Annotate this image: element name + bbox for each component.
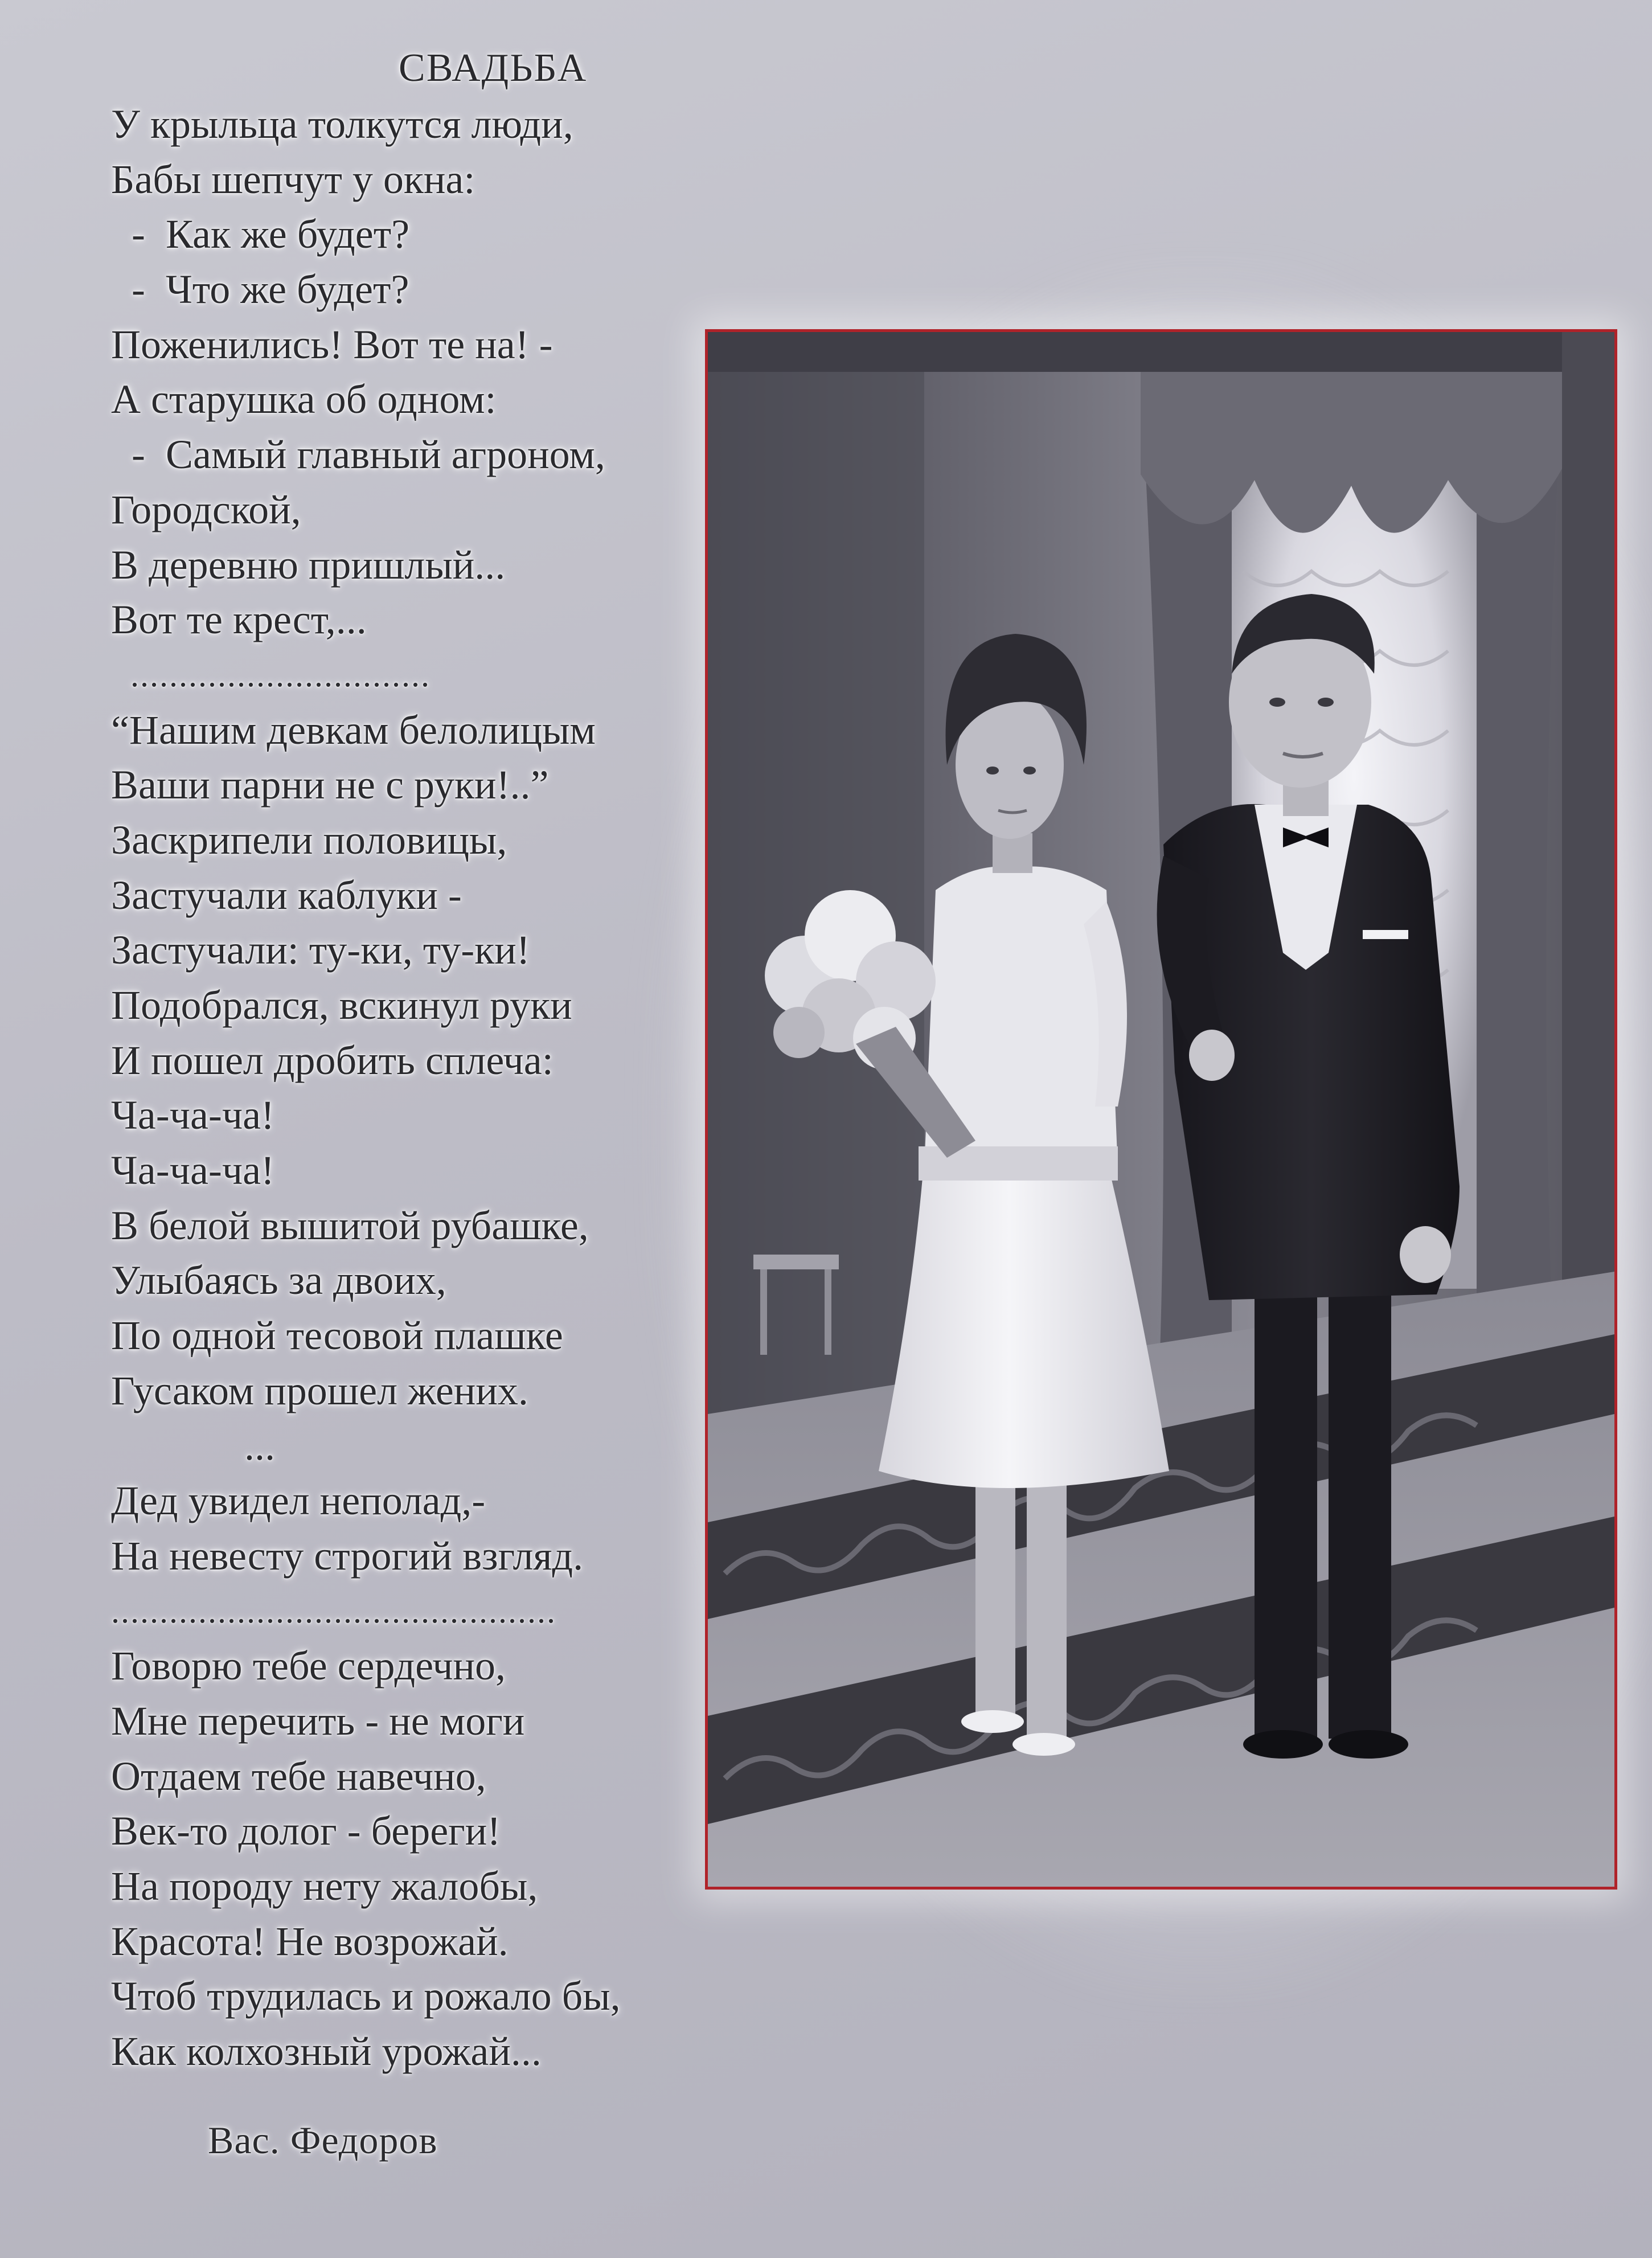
- poem-line: Застучали каблуки -: [111, 872, 462, 918]
- poem-line: Век-то долог - береги!: [111, 1808, 501, 1854]
- poem-line: “Нашим девкам белолицым: [111, 707, 596, 753]
- poem-line: Поженились! Вот те на! -: [111, 321, 553, 367]
- poem-line: На невесту строгий взгляд.: [111, 1532, 584, 1579]
- poem-author: Вас. Федоров: [208, 2118, 438, 2162]
- poem-line: Городской,: [111, 486, 301, 532]
- poem-line: Вот те крест,...: [111, 597, 367, 643]
- poem-line: - Что же будет?: [111, 267, 409, 313]
- poem-lines: [111, 97, 715, 2079]
- poem-line: И пошел дробить сплеча:: [111, 1037, 554, 1083]
- poem-title: СВАДЬБА: [399, 46, 588, 90]
- poem-line: Улыбаясь за двоих,: [111, 1257, 446, 1304]
- poem-line: Подобрался, вскинул руки: [111, 982, 572, 1028]
- poem-line: Заскрипели половицы,: [111, 817, 507, 863]
- poem-line: Отдаем тебе навечно,: [111, 1753, 486, 1799]
- poem-line: Ча-ча-ча!: [111, 1092, 275, 1138]
- poem-line: Ча-ча-ча!: [111, 1148, 275, 1194]
- poem-line: ...: [111, 1423, 275, 1469]
- wedding-photo-image: [708, 332, 1614, 1887]
- wedding-photo: [705, 329, 1617, 1890]
- poem-line: Гусаком прошел жених.: [111, 1367, 528, 1413]
- poem-line: ..............................................: [111, 1592, 556, 1630]
- poem-line: - Как же будет?: [111, 211, 410, 257]
- poem-line: Чтоб трудилась и рожало бы,: [111, 1973, 621, 2019]
- poem-line: А старушка об одном:: [111, 376, 497, 423]
- poem-line: - Самый главный агроном,: [111, 432, 605, 478]
- poem-line: На породу нету жалобы,: [111, 1863, 538, 1909]
- poem-line: Застучали: ту-ки, ту-ки!: [111, 927, 530, 973]
- poem-line: В деревню пришлый...: [111, 542, 506, 588]
- poem-line: Дед увидел неполад,-: [111, 1478, 486, 1524]
- poem-line: Говорю тебе сердечно,: [111, 1643, 506, 1689]
- poem-line: Бабы шепчут у окна:: [111, 156, 475, 202]
- poem-line: В белой вышитой рубашке,: [111, 1202, 589, 1248]
- poem-line: У крыльца толкутся люди,: [111, 101, 573, 147]
- poem-line: Ваши парни не с руки!..”: [111, 762, 549, 808]
- poem-line: ...............................: [111, 655, 431, 694]
- poem-line: Как колхозный урожай...: [111, 2028, 542, 2075]
- poem-line: По одной тесовой плашке: [111, 1313, 563, 1359]
- poem-line: Красота! Не возрожай.: [111, 1918, 509, 1964]
- poem-block: [111, 40, 715, 2170]
- poem-line: Мне перечить - не моги: [111, 1698, 525, 1744]
